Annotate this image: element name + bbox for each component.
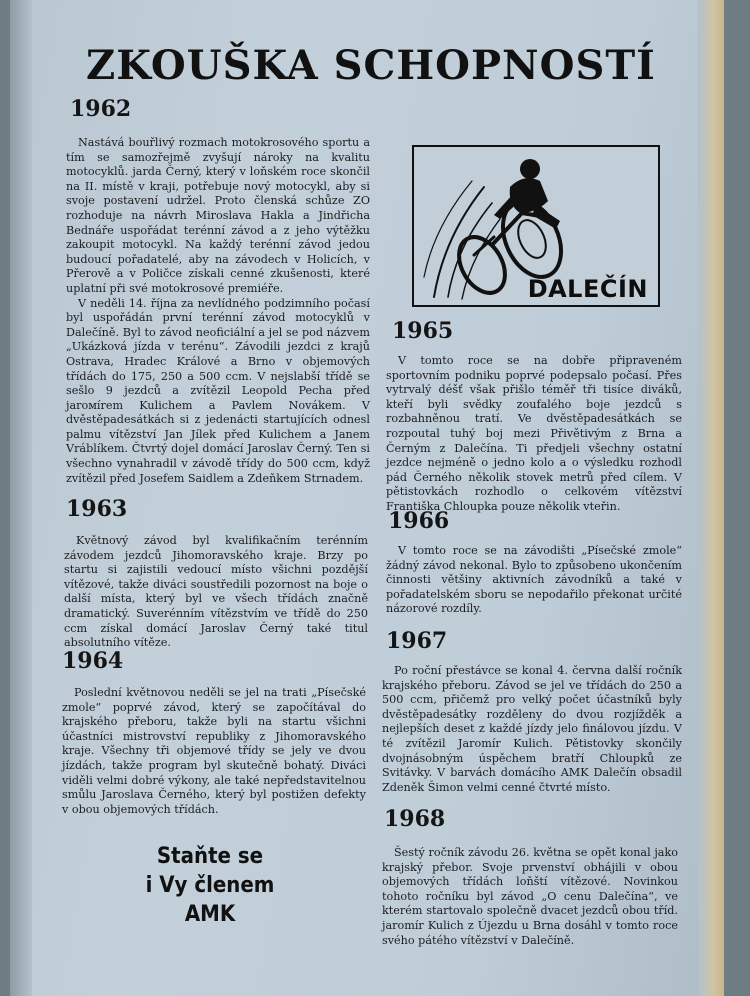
year-heading-1966: 1966 xyxy=(388,508,450,534)
page-spine-shadow xyxy=(10,0,32,996)
year-heading-1963: 1963 xyxy=(66,496,128,522)
section-1963 xyxy=(64,534,368,651)
year-heading-1962: 1962 xyxy=(70,96,132,122)
membership-slogan xyxy=(130,842,290,929)
year-heading-1965: 1965 xyxy=(392,318,454,344)
paragraph: Květnový závod byl kvalifikačním terénním závodem jezdců Jihomoravského kraje. Brzy po startu si zajistili vedoucí místo všichni pozdější vítězové, takže diváci soustředili pozornost na boje o další místa, který byl ve všech třídách značně dramatický. Suverénním vítězstvím ve třídě do 250 ccm získal domácí Jaroslav Černý také titul absolutního vítěze. xyxy=(64,534,368,650)
paragraph: Nastává bouřlivý rozmach motokrosového sportu a tím se samozřejmě zvyšují nároky na kvalitu motocyklů. jarda Černý, který v loňském roce skončil na II. místě v kraji, potřebuje nový motocykl, aby si svoje postavení udržel. Proto členská schůze ZO rozhoduje na návrh Miroslava Hakla a Jindřicha Bednáře uspořádat terénní závod a z jeho výtěžku zakoupit motocykl. Na každý terénní závod jedou budoucí pořadatelé, aby na závodech v Holicích, v Přerově a v Poličce získali cenné zkušenosti, které uplatní při své motokrosové premiéře. xyxy=(66,136,370,295)
slogan-line: AMK xyxy=(184,902,236,927)
magazine-page xyxy=(10,0,724,996)
logo-text: DALEČÍN xyxy=(527,275,648,303)
section-1964 xyxy=(62,686,366,817)
paragraph: Šestý ročník závodu 26. května se opět konal jako krajský přebor. Svoje prvenství obhájili v obou objemových třídách loňští vítězové. Novinkou tohoto ročníku byl závod „O cenu Dalečína“, ve kterém startovalo společně dvacet jezdců obou tříd. jaromír Kulich z Újezdu u Brna dosáhl v tomto roce svého pátého vítězství v Dalečíně. xyxy=(382,846,678,947)
section-1966 xyxy=(386,544,682,617)
slogan-line: Staňte se xyxy=(156,844,264,869)
paragraph: V tomto roce se na dobře připraveném sportovním podniku poprvé podepsalo počasí. Přes vytrvalý déšť však přišlo téměř tři tisíce diváků, kteří byli svědky zoufalého boje jezdců s rozbahněnou tratí. Ve dvěstěpadesátkách se rozpoutal tuhý boj mezi Přivětivým z Brna a Černým z Dalečína. Ti předjeli všechny ostatní jezdce nejméně o jedno kolo a o výsledku rozhodl pád Černého několik stovek metrů před cílem. V pětistovkách rozhodlo o celkovém vítězství Františka Chloupka pouze několik vteřin. xyxy=(386,354,682,513)
paragraph: Poslední květnovou neděli se jel na trati „Písečské zmole“ poprvé závod, který se započítával do krajského přeboru, takže byli na startu všichni účastníci mistrovství republiky z Jihomoravského kraje. Všechny tři objemové třídy se jely ve dvou jízdách, takže program byl skutečně bohatý. Diváci viděli velmi dobré výkony, ale také nepředstavitelnou smůlu Jaroslava Černého, který byl postižen defekty v obou objemových třídách. xyxy=(62,686,366,816)
page-title: ZKOUŠKA SCHOPNOSTÍ xyxy=(86,42,656,89)
section-1965 xyxy=(386,354,682,515)
page-edge xyxy=(698,0,724,996)
slogan-line: i Vy členem xyxy=(145,873,275,898)
dalecin-logo xyxy=(412,145,660,307)
paragraph: V tomto roce se na závodišti „Písečské zmole“ žádný závod nekonal. Bylo to způsobeno ukončením činnosti většiny aktivních závodníků a také v pořadatelském sboru se nepodařilo překonat určité názorové rozdíly. xyxy=(386,544,682,616)
section-1962 xyxy=(66,136,370,486)
year-heading-1964: 1964 xyxy=(62,648,124,674)
year-heading-1967: 1967 xyxy=(386,628,448,654)
year-heading-1968: 1968 xyxy=(384,806,446,832)
section-1967 xyxy=(382,664,682,795)
paragraph: Po roční přestávce se konal 4. června další ročník krajského přeboru. Závod se jel ve třídách do 250 a 500 ccm, přičemž pro velký počet účastníků byly dvěstěpadesátky rozděleny do dvou rozjížděk a nejlepších deset z každé jízdy jelo finálovou jízdu. V té zvítězil Jaromír Kulich. Pětistovky skončily dvojnásobným úspěchem bratří Chloupků ze Svitávky. V barvách domácího AMK Dalečín obsadil Zdeněk Šimon velmi cenné čtvrté místo. xyxy=(382,664,682,794)
paragraph: V neděli 14. října za nevlídného podzimního počasí byl uspořádán první terénní závod motocyklů v Dalečíně. Byl to závod neoficiální a jel se pod názvem „Ukázková jízda v terénu“. Závodili jezdci z krajů Ostrava, Hradec Králové a Brno v objemových třídách do 175, 250 a 500 ccm. V nejslabší třídě se sešlo 9 jezdců a zvítězil Leopold Pecha před jarомírem Kulichem a Pavlem Novákem. V dvěstěpadesátkách si z jedenácti startujících odnesl palmu vítězství Jan Jílek před Kulichem a Janem Vráblíkem. Čtvrtý dojel domácí Jaroslav Černý. Ten si všechno vynahradil v závodě třídy do 500 ccm, když zvítězil před Josefem Saidlem a Zdeňkem Strnadem. xyxy=(66,296,370,485)
section-1968 xyxy=(382,846,678,948)
